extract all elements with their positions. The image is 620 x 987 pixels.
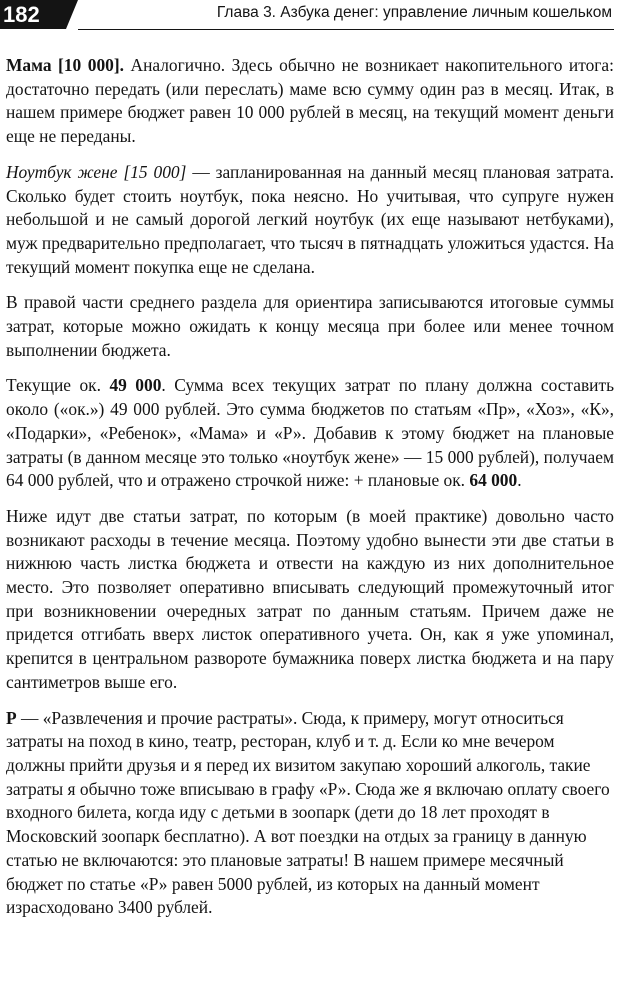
paragraph-text: Текущие ок. <box>6 375 110 396</box>
term-r: Р <box>6 707 17 728</box>
term-notebook: Ноутбук жене [15 000] <box>6 161 187 182</box>
current-total-value: 49 000 <box>109 375 162 396</box>
page-number: 182 <box>0 0 66 29</box>
paragraph-mama <box>6 54 614 149</box>
planned-total-value: 64 000 <box>469 470 518 491</box>
page-body <box>6 54 614 932</box>
paragraph-text: — запланированная на данный месяц плановая затрата. Сколько будет стоить ноутбук, пока неясно. Но учитывая, что супруге нужен небольшой и не самый дорогой легкий ноутбук (их еще называют нетбуками), муж предварительно предполагает, что тысяч в пятнадцать уложиться удастся. На текущий момент покупка еще не сделана. <box>6 161 614 277</box>
paragraph-text: . Сумма всех текущих затрат по плану должна составить около («ок.») 49 000 рублей. Это сумма бюджетов по статьям «Пр», «Хоз», «К», «Подарки», «Ребенок», «Мама» и «Р». Добавив к этому бюджет на плановые затраты (в данном месяце это только «ноутбук жене» — 15 000 рублей), получаем 64 000 рублей, что и отражено строчкой ниже: + плановые ок. <box>6 375 614 491</box>
page-header <box>0 0 620 34</box>
term-mama: Мама [10 000]. <box>6 55 124 75</box>
paragraph-two-categories: Ниже идут две статьи затрат, по которым (в моей практике) довольно часто возникают расходы в течение месяца. Поэтому удобно вынести эти две статьи в нижнюю часть листка бюджета и отвести на каждую из них дополнительное место. Это позволяет оперативно вписывать следующий промежуточный итог при возникновении очередных затрат по данным статьям. Причем даже не придется отгибать вверх листок оперативного учета. Он, как я уже упоминал, крепится в центральном развороте бумажника поверх листка бюджета и на пару сантиметров выше его. <box>6 505 614 692</box>
paragraph-notebook <box>6 161 614 280</box>
header-rule <box>78 29 614 30</box>
paragraph-text: . <box>517 470 522 491</box>
chapter-title: Глава 3. Азбука денег: управление личным кошельком <box>216 4 612 21</box>
paragraph-entertainment <box>6 707 614 920</box>
paragraph-totals-intro: В правой части среднего раздела для ориентира записываются итоговые суммы затрат, которые можно ожидать к концу месяца при более или менее точном выполнении бюджета. <box>6 292 614 360</box>
paragraph-text: Аналогично. Здесь обычно не возникает накопительного итога: достаточно передать (или переслать) маме всю сумму один раз в месяц. Итак, в нашем примере бюджет равен 10 000 рублей в месяц, на текущий момент деньги еще не переданы. <box>6 55 614 147</box>
paragraph-current-totals <box>6 374 614 493</box>
paragraph-text: — «Развлечения и прочие растраты». Сюда, к примеру, могут относиться затраты на поход в кино, театр, ресторан, клуб и т. д. Если ко мне вечером должны прийти друзья и я перед их визитом закупаю хороший алкоголь, такие затраты я обычно тоже вписываю в графу «Р». Сюда же я включаю оплату своего входного билета, когда иду с детьми в зоопарк (дети до 18 лет проходят в Московский зоопарк бесплатно). А вот поездки на отдых за границу в данную статью не включаются: это плановые затраты! В нашем примере месячный бюджет по статье «Р» равен 5000 рублей, из которых на данный момент израсходовано 3400 рублей. <box>6 707 610 918</box>
